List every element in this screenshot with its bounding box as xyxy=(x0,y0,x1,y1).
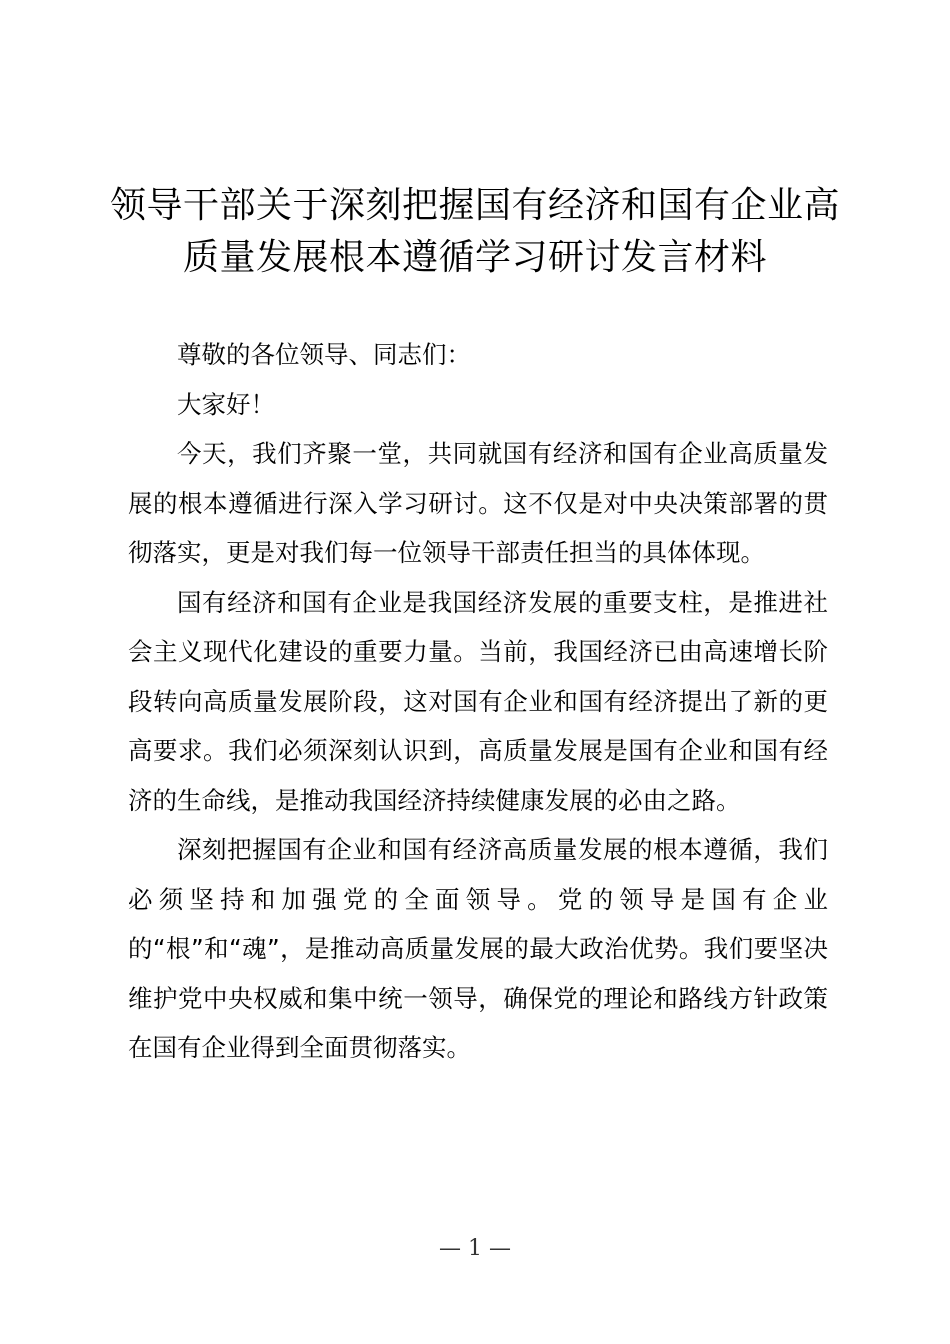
body-paragraph: 今天，我们齐聚一堂，共同就国有经济和国有企业高质量发展的根本遵循进行深入学习研讨。这不仅是对中央决策部署的贯彻落实，更是对我们每一位领导干部责任担当的具体体现。 xyxy=(128,439,828,567)
salutation: 尊敬的各位领导、同志们： xyxy=(177,340,471,369)
page-number: — 1 — xyxy=(439,1236,511,1261)
document-title xyxy=(100,180,850,284)
body-paragraph: 深刻把握国有企业和国有经济高质量发展的根本遵循，我们必须坚持和加强党的全面领导。党的领导是国有企业的“根”和“魂”，是推动高质量发展的最大政治优势。我们要坚决维护党中央权威和集中统一领导，确保党的理论和路线方针政策在国有企业得到全面贯彻落实。 xyxy=(128,835,828,1062)
title-line-2: 质量发展根本遵循学习研讨发言材料 xyxy=(182,237,767,278)
greeting: 大家好！ xyxy=(177,389,275,419)
title-line-1: 领导干部关于深刻把握国有经济和国有企业高 xyxy=(109,185,840,226)
body-paragraph: 国有经济和国有企业是我国经济发展的重要支柱，是推进社会主义现代化建设的重要力量。当前，我国经济已由高速增长阶段转向高质量发展阶段，这对国有企业和国有经济提出了新的更高要求。我们必须深刻认识到，高质量发展是国有企业和国有经济的生命线，是推动我国经济持续健康发展的必由之路。 xyxy=(128,587,828,815)
document-body xyxy=(128,330,828,1073)
